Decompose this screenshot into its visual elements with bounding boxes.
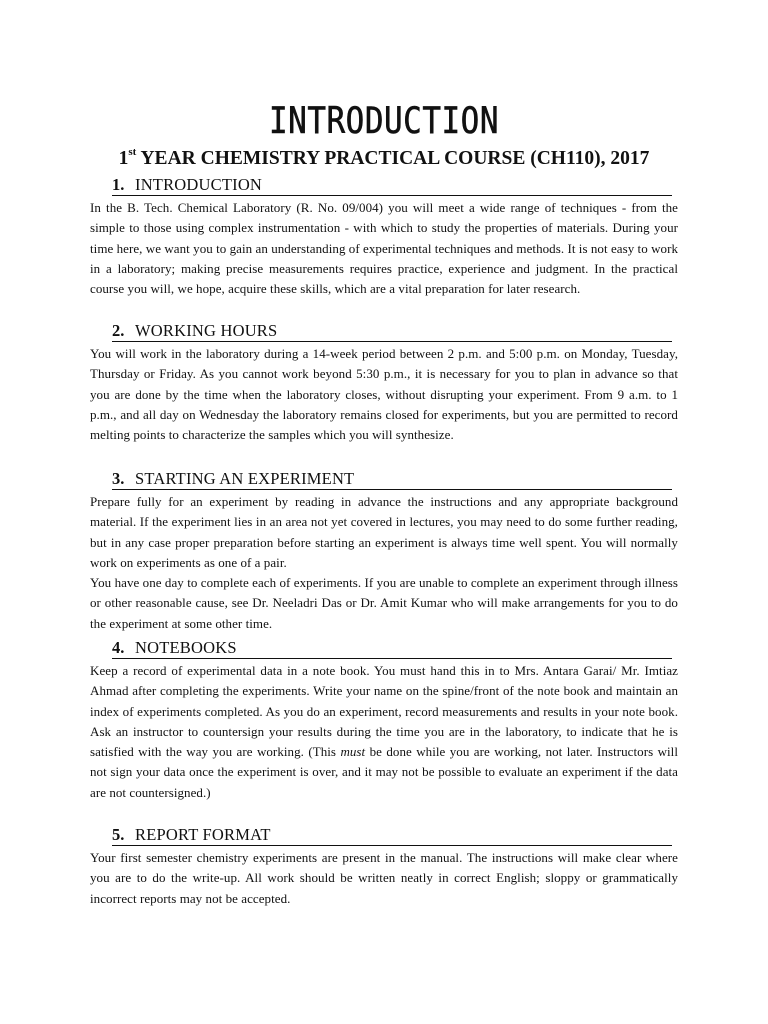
section-heading	[112, 174, 672, 196]
section-number: 5.	[112, 825, 125, 844]
section-heading-text: REPORT FORMAT	[135, 825, 271, 844]
section-number: 4.	[112, 638, 125, 657]
note-after: be done while you are working, not later. Instructors will not sign your data once the experiment is over, and it may not be possible to evaluate an experiment if the data are not countersigned.)	[90, 744, 679, 800]
section-report-format	[90, 824, 678, 909]
main-title: INTRODUCTION	[269, 100, 499, 143]
section-working-hours	[90, 320, 678, 445]
section-introduction	[90, 174, 678, 299]
course-title	[0, 148, 768, 170]
section-heading-text: WORKING HOURS	[135, 321, 278, 340]
course-year-number: 1	[118, 148, 129, 169]
section-heading-text: STARTING AN EXPERIMENT	[135, 469, 355, 488]
section-number: 2.	[112, 321, 125, 340]
section-paragraph: Your first semester chemistry experiments are present in the manual. The instructions will make clear where you are to do the write-up. All work should be written neatly in correct English; sloppy or grammatically incorrect reports may not be accepted.	[90, 850, 678, 906]
section-heading	[112, 468, 672, 490]
section-number: 3.	[112, 469, 125, 488]
note-emphasis: must	[340, 744, 366, 760]
section-paragraph: In the B. Tech. Chemical Laboratory (R. No. 09/004) you will meet a wide range of techniques - from the simple to those using complex instrumentation - with which to study the properties of materials. During your time here, we want you to gain an understanding of experimental techniques and methods. It is not easy to work in a laboratory; making precise measurements requires practice, experience and judgment. In the practical course you will, we hope, acquire these skills, which are a vital preparation for later research.	[90, 200, 678, 297]
section-paragraph: You will work in the laboratory during a 14-week period between 2 p.m. and 5:00 p.m. on Monday, Tuesday, Thursday or Friday. As you cannot work beyond 5:30 p.m., it is necessary for you to plan in advance so that you are done by the time when the laboratory closes, without disrupting your experiment. From 9 a.m. to 1 p.m., and all day on Wednesday the laboratory remains closed for experiments, but you are permitted to record melting points to characterize the samples which you will synthesize.	[90, 346, 678, 443]
section-notebooks	[90, 637, 678, 803]
section-heading-text: INTRODUCTION	[135, 175, 263, 194]
section-paragraph: You have one day to complete each of experiments. If you are unable to complete an experiment through illness or other reasonable cause, see Dr. Neeladri Das or Dr. Amit Kumar who will make arrangements for you to do the experiment at some other time.	[90, 575, 678, 631]
section-paragraph: Prepare fully for an experiment by reading in advance the instructions and any appropriate background material. If the experiment lies in an area not yet covered in lectures, you may need to do some further reading, but in any case proper preparation before starting an experiment is always time well spent. You will normally work on experiments as one of a pair.	[90, 494, 678, 570]
section-heading-text: NOTEBOOKS	[135, 638, 237, 657]
section-heading	[112, 637, 672, 659]
note-before: (This	[308, 744, 341, 760]
section-starting-experiment	[90, 468, 678, 634]
course-title-text: YEAR CHEMISTRY PRACTICAL COURSE (CH110), 2017	[136, 148, 650, 169]
section-paragraph	[90, 661, 678, 803]
notebooks-text: Keep a record of experimental data in a note book. You must hand this in to Mrs. Antara Garai/ Mr. Imtiaz Ahmad after completing the experiments. Write your name on the spine/front of the note book and maintain an index of experiments completed. As you do an experiment, record measurements and results in your note book. Ask an instructor to countersign your results during the time you are in the laboratory, to indicate that he is satisfied with the way you are working.	[90, 663, 678, 760]
section-heading	[112, 824, 672, 846]
course-year-suffix: st	[128, 146, 137, 158]
section-number: 1.	[112, 175, 125, 194]
section-heading	[112, 320, 672, 342]
